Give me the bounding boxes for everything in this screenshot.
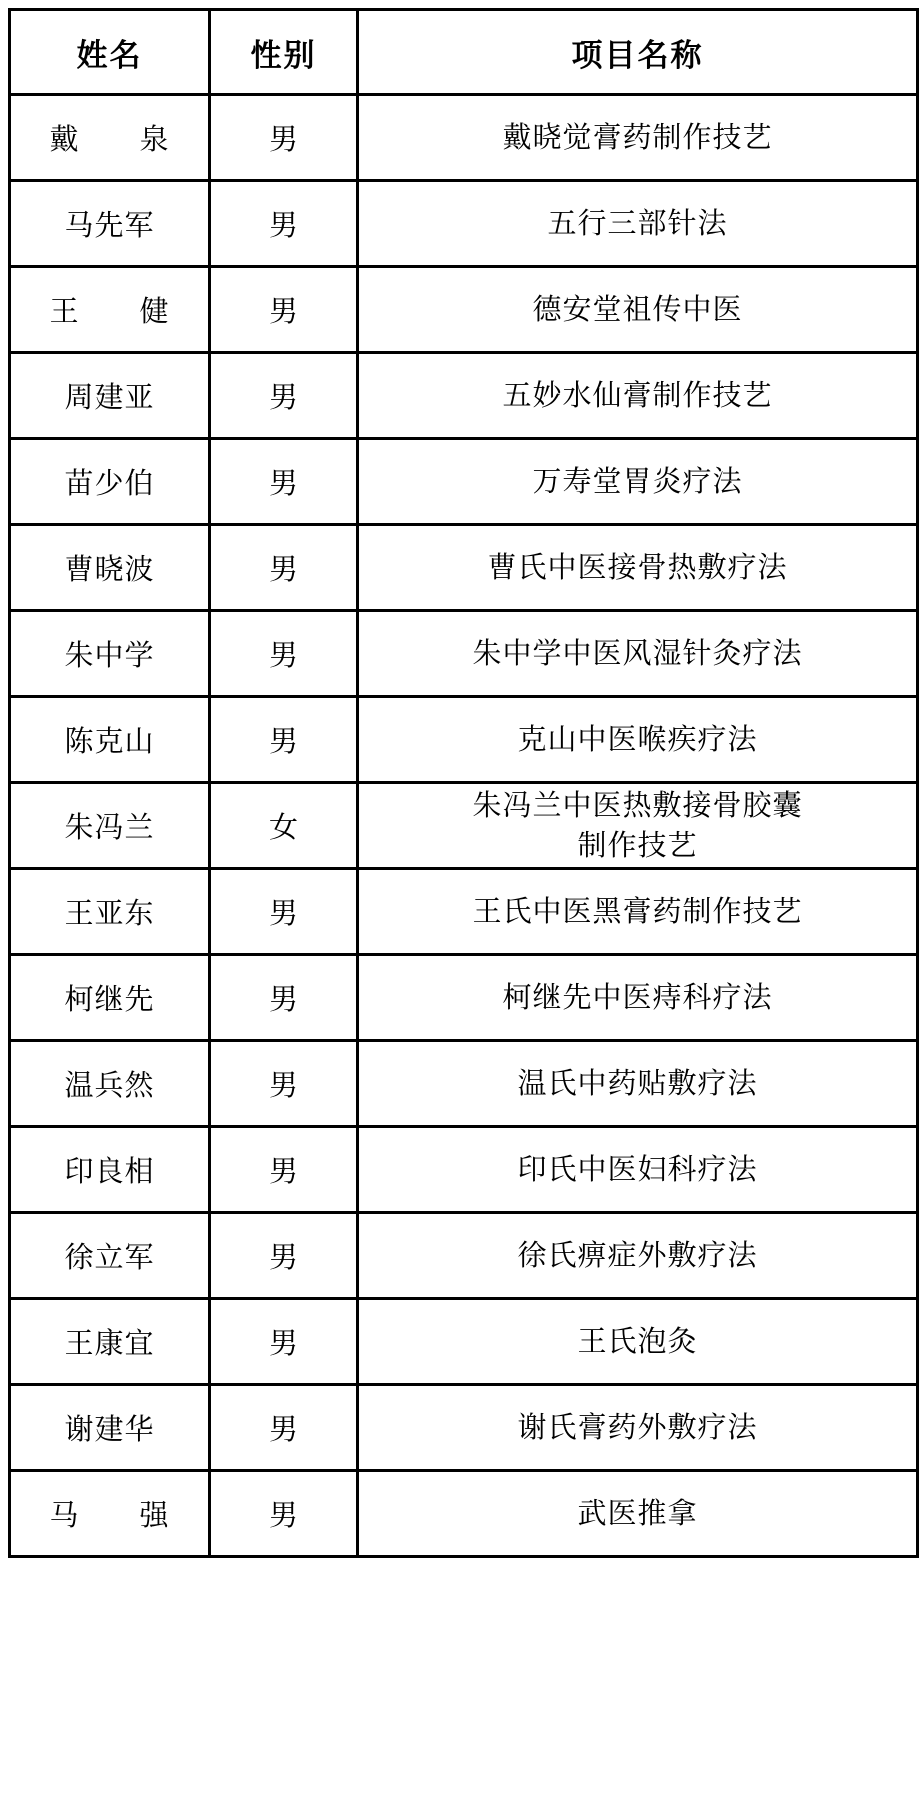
cell-gender: 男 — [210, 95, 358, 181]
cell-gender: 男 — [210, 1471, 358, 1557]
cell-name: 苗少伯 — [10, 439, 210, 525]
column-header-project: 项目名称 — [358, 10, 918, 95]
cell-project: 戴晓觉膏药制作技艺 — [358, 95, 918, 181]
cell-name: 王康宜 — [10, 1299, 210, 1385]
cell-project: 德安堂祖传中医 — [358, 267, 918, 353]
cell-name: 朱冯兰 — [10, 783, 210, 869]
column-header-gender: 性别 — [210, 10, 358, 95]
cell-project: 温氏中药贴敷疗法 — [358, 1041, 918, 1127]
cell-project: 五妙水仙膏制作技艺 — [358, 353, 918, 439]
cell-project: 克山中医喉疾疗法 — [358, 697, 918, 783]
cell-name: 柯继先 — [10, 955, 210, 1041]
cell-gender: 男 — [210, 1041, 358, 1127]
table-row — [10, 267, 918, 353]
cell-project: 徐氏痹症外敷疗法 — [358, 1213, 918, 1299]
cell-project: 王氏泡灸 — [358, 1299, 918, 1385]
cell-name: 马 强 — [10, 1471, 210, 1557]
cell-project-line1: 朱冯兰中医热敷接骨胶囊 — [472, 788, 803, 823]
table-row — [10, 1127, 918, 1213]
table-row — [10, 95, 918, 181]
cell-gender: 男 — [210, 1385, 358, 1471]
cell-project: 万寿堂胃炎疗法 — [358, 439, 918, 525]
table-row — [10, 697, 918, 783]
cell-gender: 男 — [210, 611, 358, 697]
cell-project: 印氏中医妇科疗法 — [358, 1127, 918, 1213]
cell-project: 谢氏膏药外敷疗法 — [358, 1385, 918, 1471]
header-row — [10, 10, 918, 95]
cell-name: 谢建华 — [10, 1385, 210, 1471]
cell-gender: 男 — [210, 955, 358, 1041]
cell-gender: 男 — [210, 1299, 358, 1385]
table-row — [10, 1041, 918, 1127]
cell-name: 王亚东 — [10, 869, 210, 955]
table-row — [10, 1213, 918, 1299]
cell-gender: 男 — [210, 181, 358, 267]
table-row — [10, 869, 918, 955]
cell-gender: 男 — [210, 353, 358, 439]
table-row — [10, 1471, 918, 1557]
table-row — [10, 955, 918, 1041]
cell-gender: 男 — [210, 525, 358, 611]
cell-name: 陈克山 — [10, 697, 210, 783]
table-row — [10, 611, 918, 697]
cell-project — [358, 783, 918, 869]
cell-name: 印良相 — [10, 1127, 210, 1213]
table-row — [10, 181, 918, 267]
cell-gender: 男 — [210, 1213, 358, 1299]
cell-name: 戴 泉 — [10, 95, 210, 181]
roster-table — [8, 8, 919, 1558]
cell-gender: 男 — [210, 697, 358, 783]
cell-name: 朱中学 — [10, 611, 210, 697]
table-row — [10, 783, 918, 869]
cell-gender: 女 — [210, 783, 358, 869]
table-header — [10, 10, 918, 95]
cell-gender: 男 — [210, 869, 358, 955]
cell-gender: 男 — [210, 439, 358, 525]
table-body — [10, 95, 918, 1557]
cell-name: 温兵然 — [10, 1041, 210, 1127]
cell-project-line2: 制作技艺 — [577, 827, 698, 862]
cell-name: 周建亚 — [10, 353, 210, 439]
cell-name: 王 健 — [10, 267, 210, 353]
table-row — [10, 525, 918, 611]
table-row — [10, 353, 918, 439]
cell-project: 五行三部针法 — [358, 181, 918, 267]
column-header-name: 姓名 — [10, 10, 210, 95]
table-row — [10, 1299, 918, 1385]
cell-project: 武医推拿 — [358, 1471, 918, 1557]
cell-name: 徐立军 — [10, 1213, 210, 1299]
table-row — [10, 439, 918, 525]
cell-gender: 男 — [210, 267, 358, 353]
cell-gender: 男 — [210, 1127, 358, 1213]
cell-project: 王氏中医黑膏药制作技艺 — [358, 869, 918, 955]
cell-project: 朱中学中医风湿针灸疗法 — [358, 611, 918, 697]
table-row — [10, 1385, 918, 1471]
cell-project: 柯继先中医痔科疗法 — [358, 955, 918, 1041]
cell-name: 曹晓波 — [10, 525, 210, 611]
cell-name: 马先军 — [10, 181, 210, 267]
cell-project: 曹氏中医接骨热敷疗法 — [358, 525, 918, 611]
